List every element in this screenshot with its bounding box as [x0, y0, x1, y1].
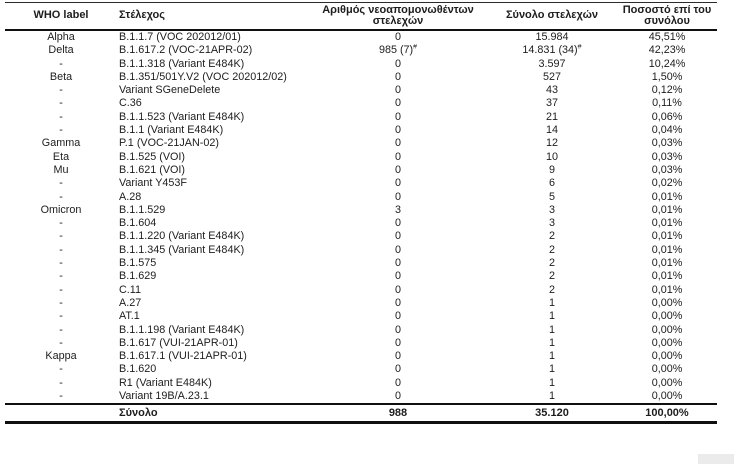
table-row — [5, 58, 717, 71]
new-isolates-cell: 0 — [394, 137, 401, 150]
percentage-cell: 0,00% — [651, 376, 683, 389]
percentage-cell: 0,00% — [651, 350, 683, 363]
total-strains-cell: 1 — [548, 323, 555, 336]
who-label-cell: - — [59, 323, 63, 336]
new-isolates-cell: 0 — [394, 57, 401, 70]
strain-cell: B.1.575 — [119, 257, 157, 270]
strain-cell: B.1.1.523 (Variant E484K) — [119, 110, 245, 123]
strain-cell: R1 (Variant E484K) — [119, 376, 212, 389]
strain-cell: B.1.1.529 — [119, 203, 166, 216]
who-label-cell: Beta — [49, 70, 73, 83]
new-isolates-cell: 0 — [394, 150, 401, 163]
who-label-cell: - — [59, 257, 63, 270]
total-strains-cell: 21 — [545, 110, 558, 123]
percentage-cell: 45,51% — [648, 31, 686, 43]
total-strains-cell: 2 — [548, 283, 555, 296]
total-strains-cell: 527 — [542, 70, 561, 83]
total-strains-cell: 3.597 — [538, 57, 566, 70]
percentage-cell: 0,00% — [651, 323, 683, 336]
new-isolates-cell: 0 — [394, 270, 401, 283]
new-isolates-cell: 0 — [394, 257, 401, 270]
table-row — [5, 84, 717, 97]
who-label-cell: - — [59, 124, 63, 137]
col-header-strain: Στέλεχος — [117, 3, 309, 31]
who-label-cell: Mu — [53, 163, 69, 176]
who-label-cell: - — [59, 110, 63, 123]
percentage-cell: 0,01% — [651, 243, 683, 256]
table-row — [5, 97, 717, 110]
total-strains-cell: 6 — [548, 177, 555, 190]
new-isolates-cell: 0 — [394, 230, 401, 243]
new-isolates-cell: 3 — [394, 203, 401, 216]
percentage-cell: 0,12% — [651, 84, 683, 97]
percentage-cell: 0,01% — [651, 283, 683, 296]
strain-cell: B.1.617.1 (VUI-21APR-01) — [119, 350, 247, 363]
who-label-cell: Kappa — [45, 350, 77, 363]
table-row — [5, 350, 717, 363]
strain-cell: C.11 — [119, 283, 142, 296]
strain-cell: AT.1 — [119, 310, 140, 323]
percentage-cell: 0,00% — [651, 390, 683, 403]
table-row — [5, 204, 717, 217]
footnote-marker: # — [577, 44, 582, 51]
new-isolates-cell: 0 — [394, 363, 401, 376]
table-body — [5, 30, 717, 404]
new-isolates-cell: 0 — [394, 390, 401, 403]
table-row — [5, 244, 717, 257]
who-label-cell: - — [59, 243, 63, 256]
new-isolates-cell: 0 — [394, 283, 401, 296]
table-row — [5, 390, 717, 404]
total-empty-cell — [5, 404, 117, 423]
total-strains-cell: 2 — [548, 230, 555, 243]
strain-cell: Variant 19B/A.23.1 — [119, 390, 209, 403]
corner-artifact — [698, 454, 734, 464]
percentage-cell: 1,50% — [651, 70, 683, 83]
col-header-percentage: Ποσοστό επί του συνόλου — [617, 3, 717, 31]
percentage-cell: 0,06% — [651, 110, 683, 123]
strain-cell: B.1.1.7 (VOC 202012/01) — [119, 31, 241, 43]
percentage-cell: 0,01% — [651, 257, 683, 270]
header-row — [5, 3, 717, 31]
table-row — [5, 324, 717, 337]
new-isolates-cell: 0 — [394, 323, 401, 336]
new-isolates-cell: 0 — [394, 97, 401, 110]
table-row — [5, 297, 717, 310]
new-isolates-cell: 0 — [394, 163, 401, 176]
table-row — [5, 230, 717, 243]
table-row — [5, 137, 717, 150]
total-strains-cell: 1 — [548, 390, 555, 403]
total-strain-count: 35.120 — [487, 404, 617, 423]
strain-cell: A.27 — [119, 296, 142, 309]
percentage-cell: 0,01% — [651, 190, 683, 203]
new-isolates-cell: 0 — [394, 177, 401, 190]
new-isolates-cell: 0 — [394, 84, 401, 97]
total-strains-cell: 9 — [548, 163, 555, 176]
strain-cell: B.1.629 — [119, 270, 157, 283]
strain-cell: B.1.525 (VOI) — [119, 150, 186, 163]
strain-cell: Variant SGeneDelete — [119, 84, 221, 97]
percentage-cell: 0,03% — [651, 163, 683, 176]
variants-table — [5, 2, 717, 424]
who-label-cell: - — [59, 336, 63, 349]
total-strains-cell: 3 — [548, 203, 555, 216]
percentage-cell: 0,00% — [651, 296, 683, 309]
table-row — [5, 164, 717, 177]
total-strains-cell: 1 — [548, 336, 555, 349]
new-isolates-cell: 0 — [394, 350, 401, 363]
table-row — [5, 310, 717, 323]
total-percentage: 100,00% — [617, 404, 717, 423]
total-strains-cell: 15.984 — [535, 31, 569, 43]
footnote-marker: # — [413, 44, 418, 51]
total-strains-cell: 43 — [545, 84, 558, 97]
who-label-cell: - — [59, 230, 63, 243]
strain-cell: A.28 — [119, 190, 142, 203]
who-label-cell: - — [59, 190, 63, 203]
table-row — [5, 124, 717, 137]
who-label-cell: - — [59, 270, 63, 283]
total-strains-cell: 14.831 (34)# — [522, 44, 582, 57]
strain-cell: B.1.620 — [119, 363, 157, 376]
percentage-cell: 0,04% — [651, 124, 683, 137]
table-row — [5, 44, 717, 57]
percentage-cell: 0,01% — [651, 230, 683, 243]
table-header — [5, 3, 717, 31]
who-label-cell: - — [59, 376, 63, 389]
new-isolates-cell: 0 — [394, 70, 401, 83]
total-strains-cell: 2 — [548, 243, 555, 256]
total-strains-cell: 5 — [548, 190, 555, 203]
table-footer — [5, 404, 717, 423]
percentage-cell: 0,02% — [651, 177, 683, 190]
percentage-cell: 0,00% — [651, 336, 683, 349]
who-label-cell: Gamma — [41, 137, 81, 150]
total-strains-cell: 14 — [545, 124, 558, 137]
who-label-cell: - — [59, 217, 63, 230]
col-header-new-isolates: Αριθμός νεοαπομονωθέντων στελεχών — [309, 3, 487, 31]
total-label: Σύνολο — [117, 404, 309, 423]
total-strains-cell: 37 — [545, 97, 558, 110]
total-strains-cell: 1 — [548, 310, 555, 323]
table-row — [5, 111, 717, 124]
percentage-cell: 10,24% — [648, 57, 686, 70]
new-isolates-cell: 0 — [394, 310, 401, 323]
who-label-cell: - — [59, 84, 63, 97]
new-isolates-cell: 0 — [394, 110, 401, 123]
table-row — [5, 377, 717, 390]
total-strains-cell: 3 — [548, 217, 555, 230]
who-label-cell: - — [59, 97, 63, 110]
strain-cell: B.1.617 (VUI-21APR-01) — [119, 336, 238, 349]
new-isolates-cell: 0 — [394, 217, 401, 230]
strain-cell: B.1.1.345 (Variant E484K) — [119, 243, 245, 256]
total-strains-cell: 10 — [545, 150, 558, 163]
percentage-cell: 42,23% — [648, 44, 686, 57]
who-label-cell: - — [59, 310, 63, 323]
table-row — [5, 337, 717, 350]
strain-cell: B.1.1.220 (Variant E484K) — [119, 230, 245, 243]
strain-cell: B.1.617.2 (VOC-21APR-02) — [119, 44, 253, 57]
table-row — [5, 284, 717, 297]
percentage-cell: 0,03% — [651, 137, 683, 150]
new-isolates-cell: 0 — [394, 336, 401, 349]
who-label-cell: - — [59, 390, 63, 403]
table-row — [5, 71, 717, 84]
new-isolates-cell: 0 — [394, 296, 401, 309]
who-label-cell: - — [59, 177, 63, 190]
table-row — [5, 217, 717, 230]
total-strains-cell: 2 — [548, 257, 555, 270]
who-label-cell: - — [59, 283, 63, 296]
percentage-cell: 0,11% — [652, 97, 682, 110]
total-strains-cell: 1 — [548, 350, 555, 363]
table-row — [5, 191, 717, 204]
total-strains-cell: 12 — [545, 137, 558, 150]
strain-cell: B.1.1.318 (Variant E484K) — [119, 57, 245, 70]
who-label-cell: - — [59, 363, 63, 376]
percentage-cell: 0,01% — [651, 217, 683, 230]
new-isolates-cell: 0 — [394, 243, 401, 256]
percentage-cell: 0,01% — [651, 203, 683, 216]
strain-cell: B.1.621 (VOI) — [119, 163, 186, 176]
new-isolates-cell: 0 — [394, 124, 401, 137]
who-label-cell: - — [59, 57, 63, 70]
total-strains-cell: 1 — [548, 296, 555, 309]
new-isolates-cell: 0 — [394, 31, 401, 43]
percentage-cell: 0,00% — [651, 310, 683, 323]
strain-cell: P.1 (VOC-21JAN-02) — [119, 137, 220, 150]
percentage-cell: 0,00% — [651, 363, 683, 376]
strain-cell: B.1.351/501Y.V2 (VOC 202012/02) — [119, 70, 287, 83]
strain-cell: B.1.1.198 (Variant E484K) — [119, 323, 245, 336]
col-header-total-strains: Σύνολο στελεχών — [487, 3, 617, 31]
table-row — [5, 257, 717, 270]
percentage-cell: 0,01% — [651, 270, 683, 283]
strain-cell: B.1.604 — [119, 217, 157, 230]
total-strains-cell: 2 — [548, 270, 555, 283]
table-row — [5, 363, 717, 376]
total-strains-cell: 1 — [548, 363, 555, 376]
new-isolates-cell: 0 — [394, 376, 401, 389]
table-row — [5, 30, 717, 44]
who-label-cell: Delta — [48, 44, 74, 57]
who-label-cell: Eta — [52, 150, 70, 163]
new-isolates-cell: 985 (7)# — [378, 44, 418, 57]
who-label-cell: Alpha — [47, 31, 75, 43]
col-header-who-label: WHO label — [5, 3, 117, 31]
total-strains-cell: 1 — [548, 376, 555, 389]
percentage-cell: 0,03% — [651, 150, 683, 163]
table-row — [5, 177, 717, 190]
total-row — [5, 404, 717, 423]
who-label-cell: Omicron — [40, 203, 82, 216]
table-row — [5, 151, 717, 164]
strain-cell: C.36 — [119, 97, 142, 110]
total-new-isolates: 988 — [309, 404, 487, 423]
who-label-cell: - — [59, 296, 63, 309]
strain-cell: B.1.1 (Variant E484K) — [119, 124, 224, 137]
table-row — [5, 270, 717, 283]
strain-cell: Variant Y453F — [119, 177, 188, 190]
new-isolates-cell: 0 — [394, 190, 401, 203]
